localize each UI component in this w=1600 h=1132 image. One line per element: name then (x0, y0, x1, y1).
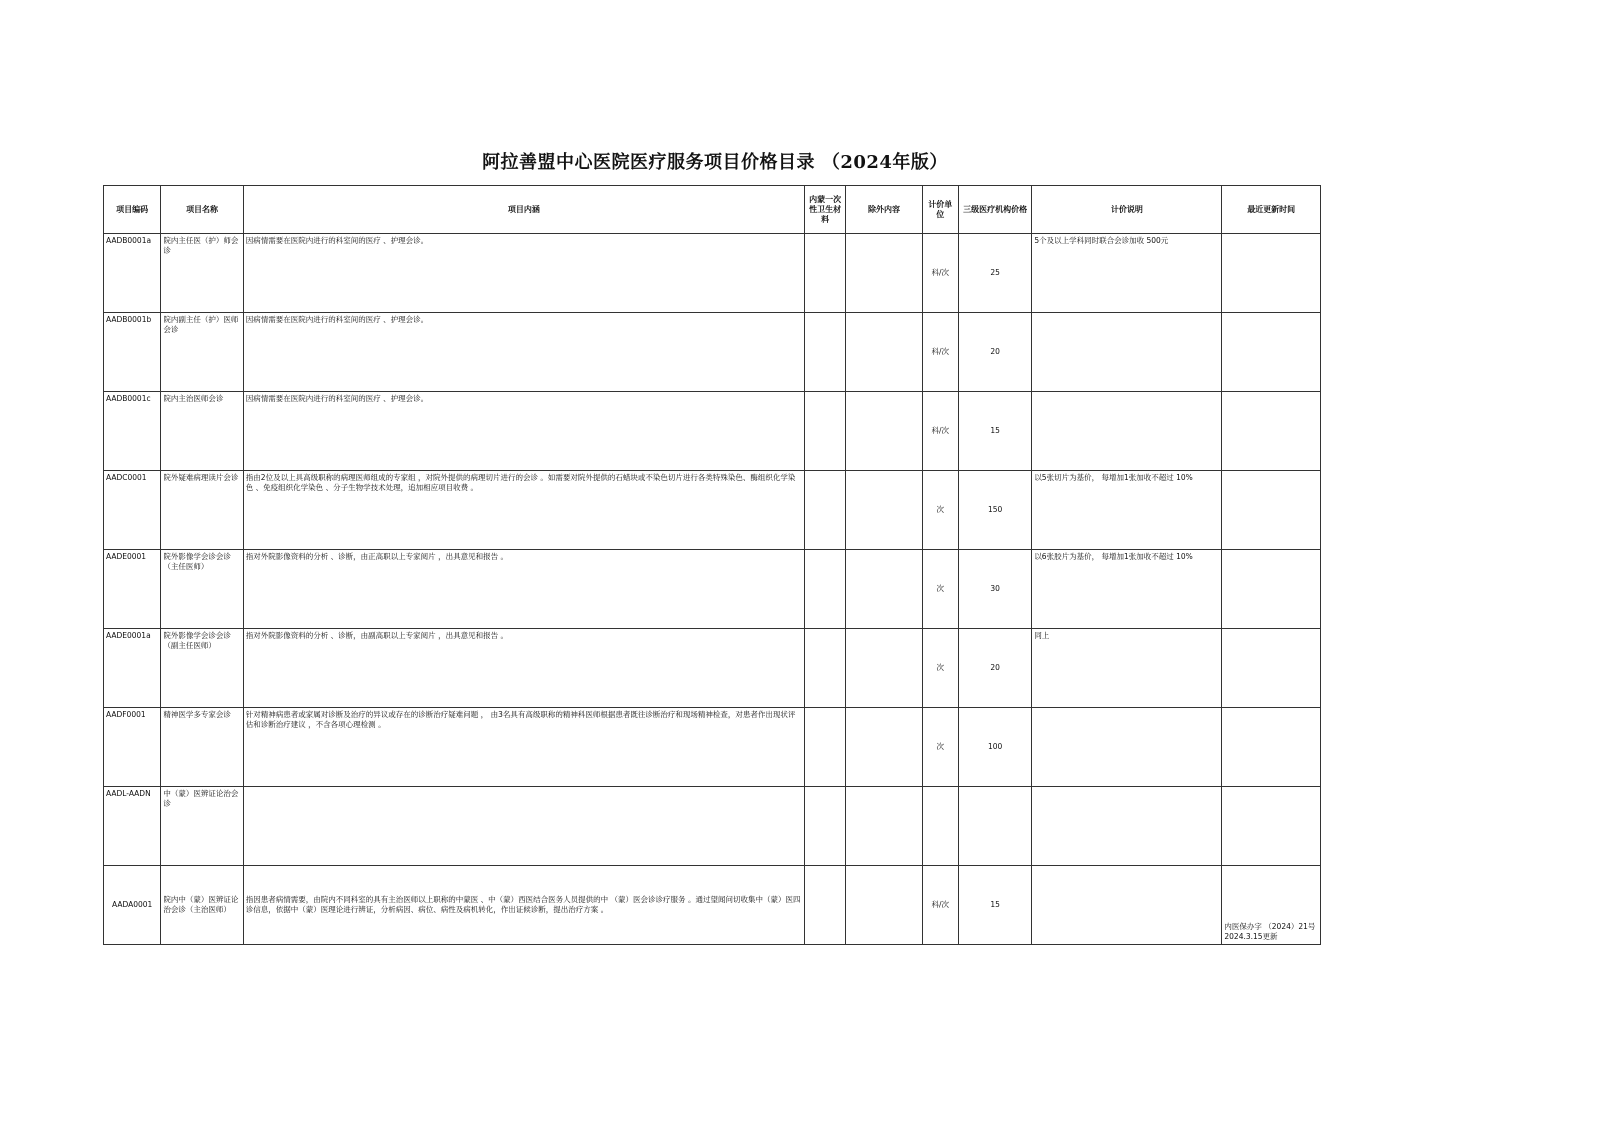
cell-code: AADE0001a (104, 629, 161, 708)
cell-name: 院内副主任（护）医师会诊 (161, 313, 243, 392)
cell-material (805, 787, 846, 866)
table-row (104, 787, 1321, 866)
cell-updated (1222, 313, 1321, 392)
cell-code: AADB0001c (104, 392, 161, 471)
cell-content: 指由2位及以上具高级职称的病理医师组成的专家组 ，对院外提供的病理切片进行的会诊 。如需要对院外提供的石蜡块或不染色切片进行各类特殊染色、酶组织化学染色 、免疫组织化学染色 、分子生物学技术处理，追加相应项目收费 。 (243, 471, 804, 550)
header-code: 项目编码 (104, 186, 161, 234)
cell-name: 精神医学多专家会诊 (161, 708, 243, 787)
cell-explain: 以6张胶片为基价， 每增加1张加收不超过 10% (1032, 550, 1222, 629)
cell-price: 15 (958, 392, 1031, 471)
cell-explain (1032, 708, 1222, 787)
price-table (103, 185, 1321, 945)
cell-material (805, 234, 846, 313)
cell-price: 100 (958, 708, 1031, 787)
page-title: 阿拉善盟中心医院医疗服务项目价格目录 （2024年版） (482, 152, 948, 173)
table-row (104, 234, 1321, 313)
cell-unit: 次 (922, 629, 958, 708)
table-row (104, 313, 1321, 392)
table-header (104, 186, 1321, 234)
cell-explain: 5个及以上学科同时联合会诊加收 500元 (1032, 234, 1222, 313)
cell-exclude (846, 787, 922, 866)
cell-price: 15 (958, 866, 1031, 945)
cell-code: AADA0001 (104, 866, 161, 945)
cell-explain (1032, 787, 1222, 866)
cell-unit (922, 787, 958, 866)
cell-price: 30 (958, 550, 1031, 629)
cell-content: 指因患者病情需要，由院内不同科室的具有主治医师以上职称的中蒙医 、中（蒙）西医结合医务人员提供的中 （蒙）医会诊诊疗服务 。通过望闻问切收集中（蒙）医四诊信息，依据中（蒙）医理论进行辨证，分析病因、病位、病性及病机转化，作出证候诊断，提出治疗方案 。 (243, 866, 804, 945)
cell-material (805, 866, 846, 945)
cell-exclude (846, 629, 922, 708)
cell-explain: 同上 (1032, 629, 1222, 708)
table-row (104, 866, 1321, 945)
cell-content: 针对精神病患者或家属对诊断及治疗的异议或存在的诊断治疗疑难问题 ， 由3名具有高级职称的精神科医师根据患者既往诊断治疗和现场精神检查，对患者作出现状评估和诊断治疗建议 ，不含各项心理检测 。 (243, 708, 804, 787)
cell-exclude (846, 234, 922, 313)
cell-explain (1032, 392, 1222, 471)
cell-content: 指对外院影像资料的分析 、诊断，由副高职以上专家阅片 ，出具意见和报告 。 (243, 629, 804, 708)
cell-material (805, 629, 846, 708)
header-exclude: 除外内容 (846, 186, 922, 234)
cell-code: AADE0001 (104, 550, 161, 629)
cell-unit: 科/次 (922, 392, 958, 471)
cell-content: 因病情需要在医院内进行的科室间的医疗 、护理会诊。 (243, 392, 804, 471)
cell-updated (1222, 471, 1321, 550)
table-row (104, 629, 1321, 708)
cell-updated: 内医保办字 （2024）21号 2024.3.15更新 (1222, 866, 1321, 945)
table-row (104, 708, 1321, 787)
cell-unit: 科/次 (922, 234, 958, 313)
table-row (104, 392, 1321, 471)
cell-updated (1222, 629, 1321, 708)
table-row (104, 550, 1321, 629)
header-material: 内蒙一次性卫生材料 (805, 186, 846, 234)
cell-exclude (846, 313, 922, 392)
cell-unit: 科/次 (922, 313, 958, 392)
cell-exclude (846, 471, 922, 550)
cell-material (805, 471, 846, 550)
cell-price: 150 (958, 471, 1031, 550)
cell-unit: 科/次 (922, 866, 958, 945)
cell-code: AADF0001 (104, 708, 161, 787)
cell-name: 院内主任医（护）师会诊 (161, 234, 243, 313)
cell-name: 院外疑难病理读片会诊 (161, 471, 243, 550)
header-explain: 计价说明 (1032, 186, 1222, 234)
cell-content: 因病情需要在医院内进行的科室间的医疗 、护理会诊。 (243, 313, 804, 392)
cell-name: 院外影像学会诊会诊（主任医师） (161, 550, 243, 629)
cell-content: 因病情需要在医院内进行的科室间的医疗 、护理会诊。 (243, 234, 804, 313)
header-content: 项目内涵 (243, 186, 804, 234)
cell-unit: 次 (922, 550, 958, 629)
cell-updated (1222, 787, 1321, 866)
cell-name: 院内主治医师会诊 (161, 392, 243, 471)
cell-code: AADB0001b (104, 313, 161, 392)
table-row (104, 471, 1321, 550)
cell-content (243, 787, 804, 866)
cell-price: 25 (958, 234, 1031, 313)
cell-exclude (846, 392, 922, 471)
cell-updated (1222, 392, 1321, 471)
cell-explain (1032, 313, 1222, 392)
header-price: 三级医疗机构价格 (958, 186, 1031, 234)
cell-updated (1222, 234, 1321, 313)
cell-exclude (846, 708, 922, 787)
cell-material (805, 550, 846, 629)
cell-name: 院外影像学会诊会诊（副主任医师） (161, 629, 243, 708)
cell-updated (1222, 708, 1321, 787)
cell-code: AADC0001 (104, 471, 161, 550)
cell-unit: 次 (922, 471, 958, 550)
header-name: 项目名称 (161, 186, 243, 234)
cell-price (958, 787, 1031, 866)
cell-explain: 以5张切片为基价， 每增加1张加收不超过 10% (1032, 471, 1222, 550)
header-updated: 最近更新时间 (1222, 186, 1321, 234)
cell-material (805, 313, 846, 392)
header-unit: 计价单位 (922, 186, 958, 234)
cell-price: 20 (958, 313, 1031, 392)
cell-name: 中（蒙）医辨证论治会诊 (161, 787, 243, 866)
cell-material (805, 392, 846, 471)
cell-exclude (846, 550, 922, 629)
cell-content: 指对外院影像资料的分析 、诊断，由正高职以上专家阅片 ，出具意见和报告 。 (243, 550, 804, 629)
cell-material (805, 708, 846, 787)
cell-code: AADB0001a (104, 234, 161, 313)
cell-name: 院内中（蒙）医辨证论治会诊（主治医师） (161, 866, 243, 945)
cell-explain (1032, 866, 1222, 945)
cell-exclude (846, 866, 922, 945)
cell-updated (1222, 550, 1321, 629)
cell-code: AADL-AADN (104, 787, 161, 866)
cell-price: 20 (958, 629, 1031, 708)
cell-unit: 次 (922, 708, 958, 787)
